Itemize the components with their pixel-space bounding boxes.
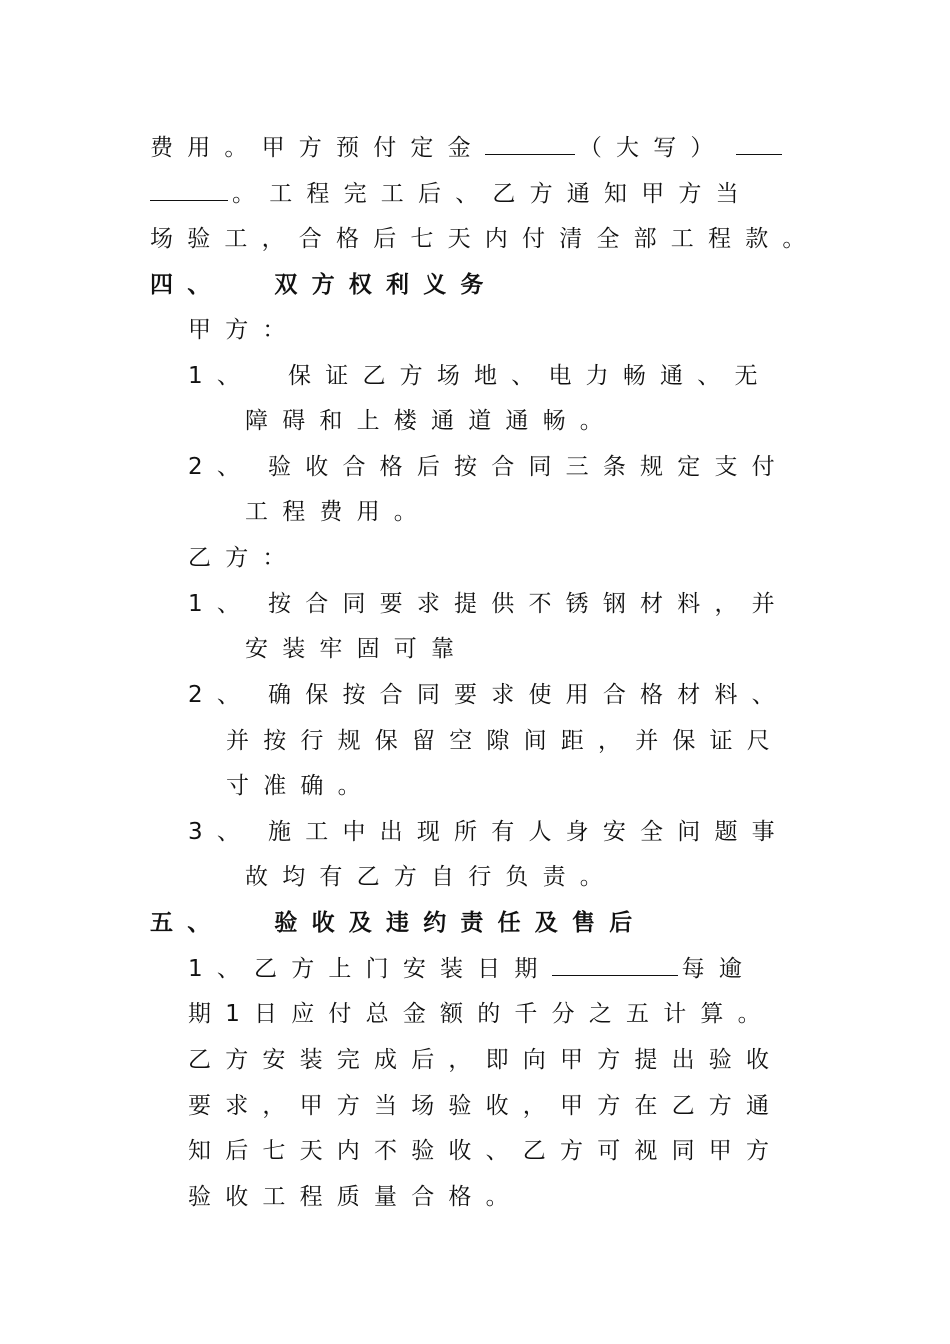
section-5-number: 五、 (150, 910, 225, 936)
payment-line-3: 场验工，合格后七天内付清全部工程款。 (150, 226, 820, 252)
payment-text-pre: 费用。甲方预付定金 (150, 135, 485, 161)
capital-amount-blank (736, 132, 782, 155)
party-b-item-1-text: 按合同要求提供不锈钢材料，并 (268, 591, 789, 617)
party-b-item-3-num: 3、 (188, 819, 255, 845)
install-date-text: 1、乙方上门安装日期 (188, 956, 552, 982)
party-b-item-3 (188, 812, 789, 852)
party-a-item-1-num: 1、 (188, 363, 255, 389)
party-a-item-2 (188, 447, 789, 487)
section-4-heading (150, 265, 498, 305)
payment-text-completion: 。工程完工后、乙方通知甲方当 (232, 181, 753, 207)
party-b-item-2-cont-2: 寸准确。 (226, 773, 375, 799)
section-5-line-2: 乙方安装完成后，即向甲方提出验收 (188, 1047, 784, 1073)
party-b-item-2-num: 2、 (188, 682, 255, 708)
party-a-item-1-text: 保证乙方场地、电力畅通、无 (288, 363, 772, 389)
party-a-item-1-cont: 障碍和上楼通道通畅。 (245, 408, 617, 434)
overdue-text: 每逾 (681, 956, 757, 982)
section-5-line-1: 期1日应付总金额的千分之五计算。 (188, 1001, 775, 1027)
party-b-item-3-cont: 故均有乙方自行负责。 (245, 864, 617, 890)
install-date-blank (552, 953, 678, 976)
party-b-item-2-cont: 并按行规保留空隙间距，并保证尺 (226, 728, 784, 754)
party-b-item-1-cont: 安装牢固可靠 (245, 636, 469, 662)
party-a-label: 甲方： (188, 317, 300, 343)
party-b-item-2-text: 确保按合同要求使用合格材料、 (268, 682, 789, 708)
payment-line-1 (150, 128, 786, 168)
capital-amount-blank-cont (150, 178, 228, 201)
section-5-line-3: 要求，甲方当场验收，甲方在乙方通 (188, 1093, 784, 1119)
section-5-title: 验收及违约责任及售后 (274, 910, 647, 936)
party-a-item-2-text: 验收合格后按合同三条规定支付 (268, 454, 789, 480)
section-4-title: 双方权利义务 (274, 272, 498, 298)
party-b-label: 乙方： (188, 545, 300, 571)
party-a-item-1 (188, 356, 772, 396)
section-5-line-4: 知后七天内不验收、乙方可视同甲方 (188, 1138, 784, 1164)
section-5-item-1 (188, 949, 756, 989)
section-5-line-5: 验收工程质量合格。 (188, 1184, 523, 1210)
payment-text-capital: （大写） (578, 135, 728, 161)
section-5-heading (150, 903, 646, 943)
party-b-item-2 (188, 675, 789, 715)
party-a-item-2-cont: 工程费用。 (245, 499, 431, 525)
party-a-item-2-num: 2、 (188, 454, 255, 480)
party-b-item-1-num: 1、 (188, 591, 255, 617)
payment-line-2 (150, 174, 753, 214)
deposit-amount-blank (485, 132, 575, 155)
section-4-number: 四、 (150, 272, 225, 298)
party-b-item-3-text: 施工中出现所有人身安全问题事 (268, 819, 789, 845)
party-b-item-1 (188, 584, 789, 624)
